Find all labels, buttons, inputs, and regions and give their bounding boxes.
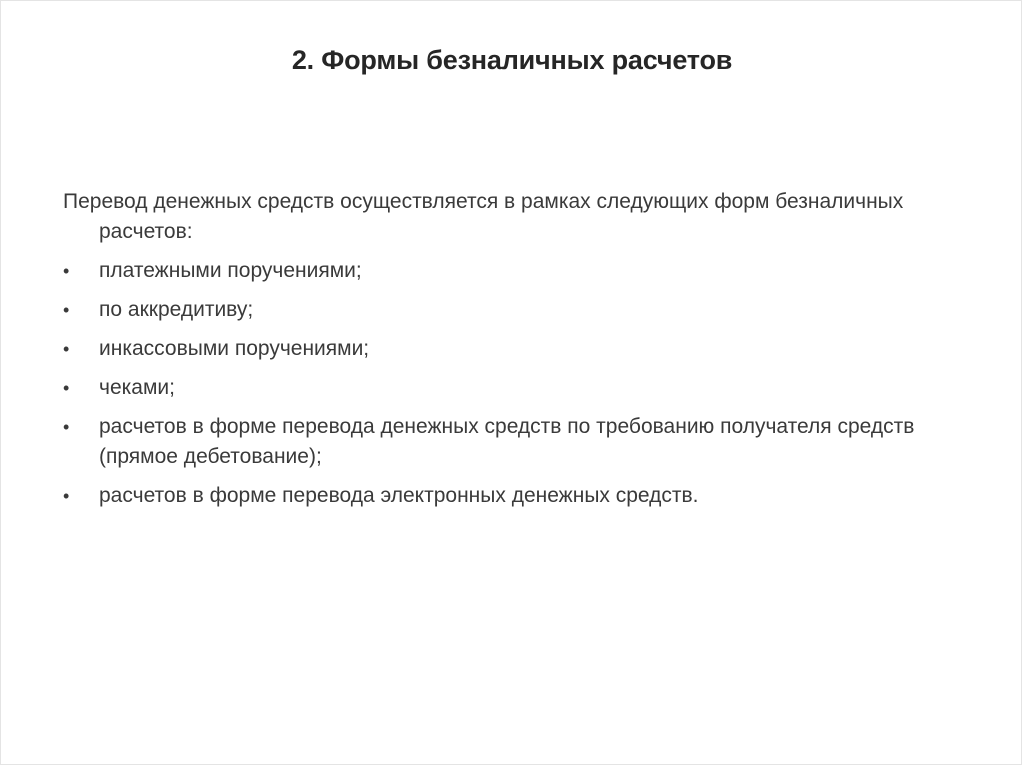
slide-title: 2. Формы безналичных расчетов (291, 45, 733, 75)
list-item-text: чеками; (99, 376, 175, 399)
intro-text: Перевод денежных средств осуществляется в рамках следующих форм безналичных расчетов: (63, 190, 904, 243)
list-item-text: расчетов в форме перевода электронных денежных средств. (99, 484, 699, 507)
list-item (63, 412, 983, 472)
bullet-icon: • (63, 378, 70, 398)
list-item-text: инкассовыми поручениями; (99, 337, 370, 360)
bullet-icon: • (63, 339, 70, 359)
list-item-text: платежными поручениями; (99, 259, 362, 282)
list-item (63, 373, 983, 403)
bullet-icon: • (63, 417, 70, 437)
list-item (63, 481, 983, 511)
bullet-icon: • (63, 486, 70, 506)
slide-content (63, 187, 983, 511)
list-item-text: по аккредитиву; (99, 298, 254, 321)
bullet-icon: • (63, 261, 70, 281)
bullet-icon: • (63, 300, 70, 320)
list-item-text: расчетов в форме перевода денежных средств по требованию получателя средств (прямое дебетование); (99, 415, 915, 468)
bullet-list (63, 256, 983, 511)
list-item (63, 295, 983, 325)
list-item (63, 256, 983, 286)
list-item (63, 334, 983, 364)
